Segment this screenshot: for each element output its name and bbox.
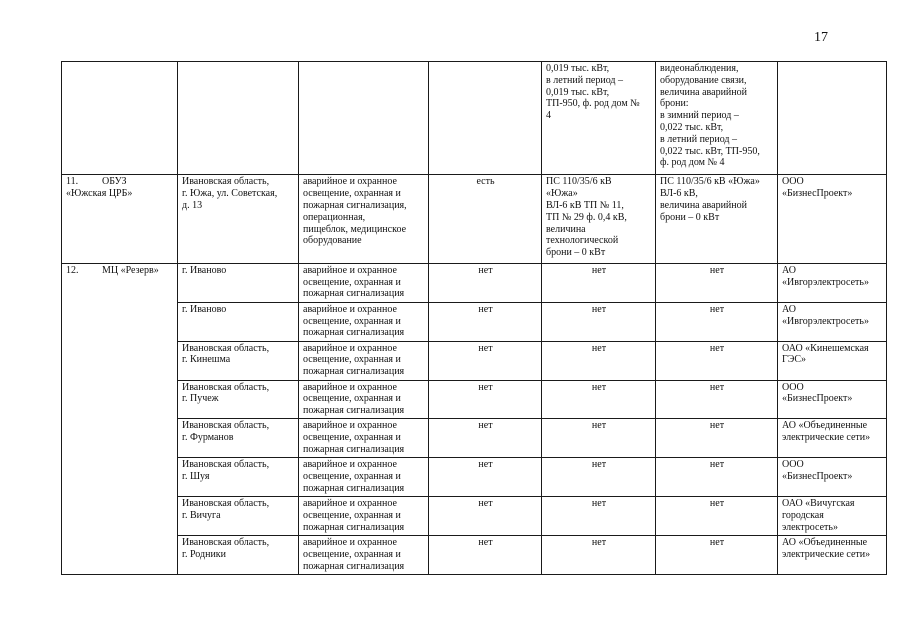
cell-reserve: нет	[656, 263, 778, 302]
cell-source: нет	[542, 380, 656, 419]
cell-supplier: АО «Ивгорэлектросеть»	[778, 263, 887, 302]
cell-availability: нет	[429, 458, 542, 497]
org-name: МЦ «Резерв»	[102, 264, 159, 276]
cell-address: Ивановская область, г. Южа, ул. Советская, д. 13	[178, 175, 299, 264]
cell-supplier: АО «Объединенные электрические сети»	[778, 419, 887, 458]
table-body	[62, 62, 887, 575]
cell-reserve: нет	[656, 341, 778, 380]
table-row-12-entry	[62, 380, 887, 419]
cell-empty	[778, 62, 887, 175]
cell-supplier: ООО «БизнесПроект»	[778, 175, 887, 264]
cell-address: Ивановская область, г. Вичуга	[178, 497, 299, 536]
cell-source: нет	[542, 419, 656, 458]
cell-reserve: нет	[656, 536, 778, 575]
cell-reserve: нет	[656, 419, 778, 458]
cell-address: Ивановская область, г. Кинешма	[178, 341, 299, 380]
cell-source: нет	[542, 497, 656, 536]
table-row-12-entry	[62, 458, 887, 497]
table-row-11	[62, 175, 887, 264]
table-row-continuation	[62, 62, 887, 175]
cell-availability: нет	[429, 341, 542, 380]
cell-reserve: ПС 110/35/6 кВ «Южа» ВЛ-6 кВ, величина аварийной брони – 0 кВт	[656, 175, 778, 264]
cell-consumers: аварийное и охранное освещение, охранная и пожарная сигнализация	[299, 536, 429, 575]
cell-empty	[299, 62, 429, 175]
table-row-12-entry	[62, 536, 887, 575]
cell-reserve: нет	[656, 302, 778, 341]
cell-consumers: аварийное и охранное освещение, охранная и пожарная сигнализация	[299, 302, 429, 341]
cell-reserve: нет	[656, 380, 778, 419]
cell-supplier: ООО «БизнесПроект»	[778, 458, 887, 497]
cell-empty	[429, 62, 542, 175]
cell-availability: нет	[429, 536, 542, 575]
page-number: 17	[814, 30, 828, 45]
cell-address: Ивановская область, г. Родники	[178, 536, 299, 575]
cell-reserve: нет	[656, 497, 778, 536]
cell-consumers: аварийное и охранное освещение, охранная и пожарная сигнализация	[299, 263, 429, 302]
cell-supplier: АО «Ивгорэлектросеть»	[778, 302, 887, 341]
cell-consumers: аварийное и охранное освещение, охранная и пожарная сигнализация	[299, 497, 429, 536]
cell-availability: нет	[429, 263, 542, 302]
cell-consumers: аварийное и охранное освещение, охранная и пожарная сигнализация	[299, 419, 429, 458]
table-row-12-entry	[62, 263, 887, 302]
cell-empty	[62, 62, 178, 175]
cell-source: нет	[542, 536, 656, 575]
cell-supplier: ООО «БизнесПроект»	[778, 380, 887, 419]
cell-org	[62, 263, 178, 574]
cell-availability: есть	[429, 175, 542, 264]
cell-address: Ивановская область, г. Шуя	[178, 458, 299, 497]
cell-reserve: нет	[656, 458, 778, 497]
cell-source: ПС 110/35/6 кВ «Южа» ВЛ-6 кВ ТП № 11, ТП № 29 ф. 0,4 кВ, величина технологической брони – 0 кВт	[542, 175, 656, 264]
cell-source: нет	[542, 302, 656, 341]
cell-availability: нет	[429, 302, 542, 341]
cell-source: 0,019 тыс. кВт, в летний период – 0,019 тыс. кВт, ТП-950, ф. род дом № 4	[542, 62, 656, 175]
cell-source: нет	[542, 341, 656, 380]
cell-availability: нет	[429, 497, 542, 536]
cell-availability: нет	[429, 419, 542, 458]
table-row-12-entry	[62, 419, 887, 458]
cell-consumers: аварийное и охранное освещение, охранная и пожарная сигнализация, операционная, пищеблок, медицинское оборудование	[299, 175, 429, 264]
cell-consumers: аварийное и охранное освещение, охранная и пожарная сигнализация	[299, 380, 429, 419]
cell-reserve: видеонаблюдения, оборудование связи, величина аварийной брони: в зимний период – 0,022 тыс. кВт, в летний период – 0,022 тыс. кВт, ТП-950, ф. род дом № 4	[656, 62, 778, 175]
cell-address: Ивановская область, г. Фурманов	[178, 419, 299, 458]
cell-source: нет	[542, 458, 656, 497]
cell-empty	[178, 62, 299, 175]
cell-supplier: АО «Объединенные электрические сети»	[778, 536, 887, 575]
cell-address: Ивановская область, г. Пучеж	[178, 380, 299, 419]
cell-supplier: ОАО «Вичугская городская электросеть»	[778, 497, 887, 536]
cell-org	[62, 175, 178, 264]
org-name: ОБУЗ «Южская ЦРБ»	[66, 176, 133, 200]
row-number: 11.	[66, 176, 79, 188]
cell-address: г. Иваново	[178, 263, 299, 302]
cell-source: нет	[542, 263, 656, 302]
cell-availability: нет	[429, 380, 542, 419]
table-row-12-entry	[62, 341, 887, 380]
table-row-12-entry	[62, 302, 887, 341]
row-number: 12.	[66, 264, 79, 276]
cell-supplier: ОАО «Кинешемская ГЭС»	[778, 341, 887, 380]
table-row-12-entry	[62, 497, 887, 536]
cell-address: г. Иваново	[178, 302, 299, 341]
facilities-table	[61, 61, 887, 575]
cell-consumers: аварийное и охранное освещение, охранная и пожарная сигнализация	[299, 458, 429, 497]
cell-consumers: аварийное и охранное освещение, охранная и пожарная сигнализация	[299, 341, 429, 380]
